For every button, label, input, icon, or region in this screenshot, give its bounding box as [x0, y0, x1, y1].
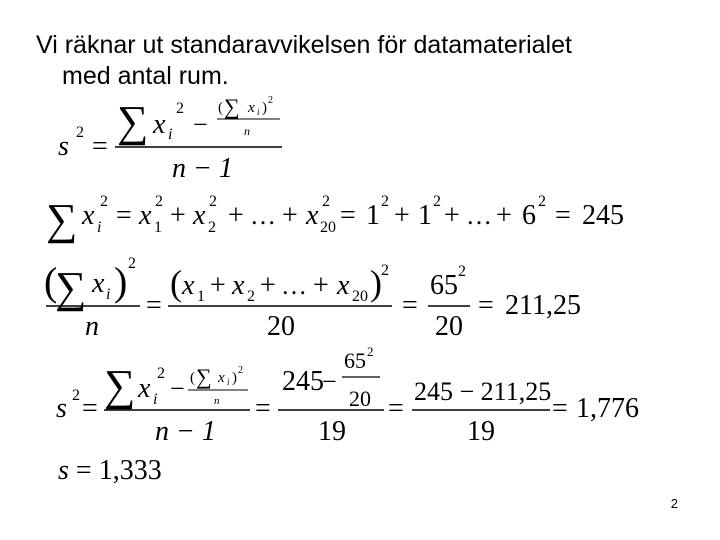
eq4-minus: −	[170, 374, 185, 403]
eq3-x20: x	[337, 270, 350, 301]
eq2-plus6: +	[496, 200, 512, 231]
eq2-x2-exp: 2	[209, 193, 217, 210]
eq2-one-b-exp: 2	[433, 193, 441, 210]
page-number: 2	[670, 496, 678, 511]
eq1-minus: −	[193, 110, 208, 139]
eq2-six-exp: 2	[538, 193, 546, 210]
eq1-x: x	[153, 109, 166, 140]
eq3-eq2: =	[402, 290, 418, 321]
eq3-den2: 20	[267, 311, 295, 342]
eq4-eq4: =	[552, 393, 568, 424]
eq4-den1: n − 1	[155, 416, 216, 447]
eq2-plus2: +	[228, 200, 244, 231]
eq3-plus2: +	[260, 270, 276, 301]
eq2-x20: x	[306, 200, 319, 231]
eq2-x2: x	[193, 200, 206, 231]
eq1-s: s	[58, 131, 69, 162]
standard-deviation-result	[58, 455, 162, 486]
eq4-inner-sum: ∑	[196, 364, 212, 389]
eq2-plus5: +	[444, 200, 460, 231]
eq2-plus4: +	[394, 200, 410, 231]
eq3-exp2: 2	[381, 262, 389, 279]
eq2-dots2: …	[466, 201, 492, 230]
eq3-close2: )	[370, 263, 382, 303]
eq4-eq1: =	[82, 393, 98, 424]
eq2-six: 6	[522, 200, 536, 231]
eq4-inner-open: (	[190, 370, 195, 386]
eq2-x-sub: i	[97, 219, 102, 236]
sum-of-squares	[46, 193, 624, 244]
eq2-sum: ∑	[46, 195, 78, 244]
eq2-x1: x	[139, 200, 152, 231]
eq3-sum: ∑	[55, 263, 87, 312]
eq2-eq3: =	[555, 200, 571, 231]
eq1-x-exp: 2	[176, 100, 184, 117]
eq3-x-sub: i	[106, 286, 111, 303]
eq1-inner-close: )	[262, 100, 267, 116]
eq1-inner-x: x	[248, 100, 255, 116]
eq3-exp: 2	[128, 255, 136, 272]
eq4-20: 20	[349, 386, 371, 411]
eq3-dots: …	[281, 271, 307, 300]
eq3-x: x	[92, 268, 105, 299]
eq4-65-exp: 2	[367, 344, 374, 359]
eq3-plus3: +	[313, 270, 329, 301]
eq1-inner-sum: ∑	[224, 94, 240, 119]
eq4-inner-exp: 2	[238, 365, 243, 376]
eq1-inner-n: n	[244, 124, 250, 138]
eq2-plus3: +	[282, 200, 298, 231]
eq4-inner-x: x	[218, 370, 225, 386]
eq1-inner-open: (	[218, 100, 223, 116]
eq4-65: 65	[344, 348, 366, 373]
eq4-x-exp: 2	[157, 365, 165, 382]
title-line-2: med antal rum.	[62, 62, 229, 90]
eq2-x20-sub: 20	[320, 219, 336, 236]
eq4-s: s	[56, 393, 67, 424]
eq3-x2-sub: 2	[247, 288, 255, 305]
eq3-close: )	[114, 259, 128, 304]
eq3-x20-sub: 20	[352, 288, 368, 305]
eq2-x: x	[82, 200, 95, 231]
eq3-den3: 20	[435, 311, 463, 342]
eq3-open: (	[44, 259, 58, 304]
eq2-one-b: 1	[418, 200, 432, 231]
eq3-65-exp: 2	[458, 263, 466, 280]
eq1-equals: =	[92, 131, 108, 162]
eq1-x-sub: i	[168, 126, 173, 143]
eq1-sum: ∑	[117, 97, 149, 146]
eq3-open2: (	[170, 263, 182, 303]
eq4-den3: 19	[467, 416, 495, 447]
eq2-x1-exp: 2	[155, 193, 163, 210]
eq2-x20-exp: 2	[322, 193, 330, 210]
eq2-one-a-exp: 2	[381, 193, 389, 210]
eq4-minus2: −	[322, 367, 337, 396]
eq4-eq2: =	[255, 393, 271, 424]
eq4-inner-n: n	[214, 395, 220, 407]
eq2-x1-sub: 1	[154, 219, 162, 236]
eq1-inner-i: i	[257, 107, 260, 117]
eq4-x-sub: i	[153, 391, 158, 408]
variance-formula	[58, 94, 282, 184]
eq2-x2-sub: 2	[208, 219, 216, 236]
eq3-eq3: =	[478, 290, 494, 321]
eq3-result: 211,25	[505, 290, 581, 321]
eq2-result: 245	[582, 200, 624, 231]
eq3-plus1: +	[210, 270, 226, 301]
eq4-x: x	[138, 373, 151, 404]
eq4-inner-i: i	[227, 377, 230, 387]
eq1-denominator: n − 1	[172, 153, 233, 184]
eq4-mid: 245 − 211,25	[414, 377, 552, 406]
title-line-1: Vi räknar ut standaravvikelsen för datamaterialet	[36, 31, 572, 59]
eq2-x-exp: 2	[100, 193, 108, 210]
eq2-eq1: =	[116, 200, 132, 231]
eq4-245: 245	[282, 366, 324, 397]
eq4-eq3: =	[388, 393, 404, 424]
eq4-inner-close: )	[232, 370, 237, 386]
eq4-sum: ∑	[104, 361, 136, 410]
eq3-x1-sub: 1	[197, 288, 205, 305]
eq2-plus1: +	[170, 200, 186, 231]
eq2-eq2: =	[340, 200, 356, 231]
eq3-x1: x	[182, 270, 195, 301]
eq2-dots1: …	[250, 201, 276, 230]
eq3-eq1: =	[146, 290, 162, 321]
variance-calculation	[56, 344, 639, 447]
eq4-den2: 19	[318, 416, 346, 447]
eq3-65: 65	[430, 270, 458, 301]
eq1-inner-exp: 2	[268, 95, 273, 106]
square-of-sum	[44, 255, 581, 342]
eq4-result: 1,776	[576, 393, 639, 424]
eq5-text: s = 1,333	[58, 455, 162, 486]
eq1-s-exp: 2	[76, 124, 84, 141]
eq3-n: n	[85, 311, 99, 342]
eq3-x2: x	[232, 270, 245, 301]
eq2-one-a: 1	[366, 200, 380, 231]
eq4-s-exp: 2	[72, 387, 80, 404]
